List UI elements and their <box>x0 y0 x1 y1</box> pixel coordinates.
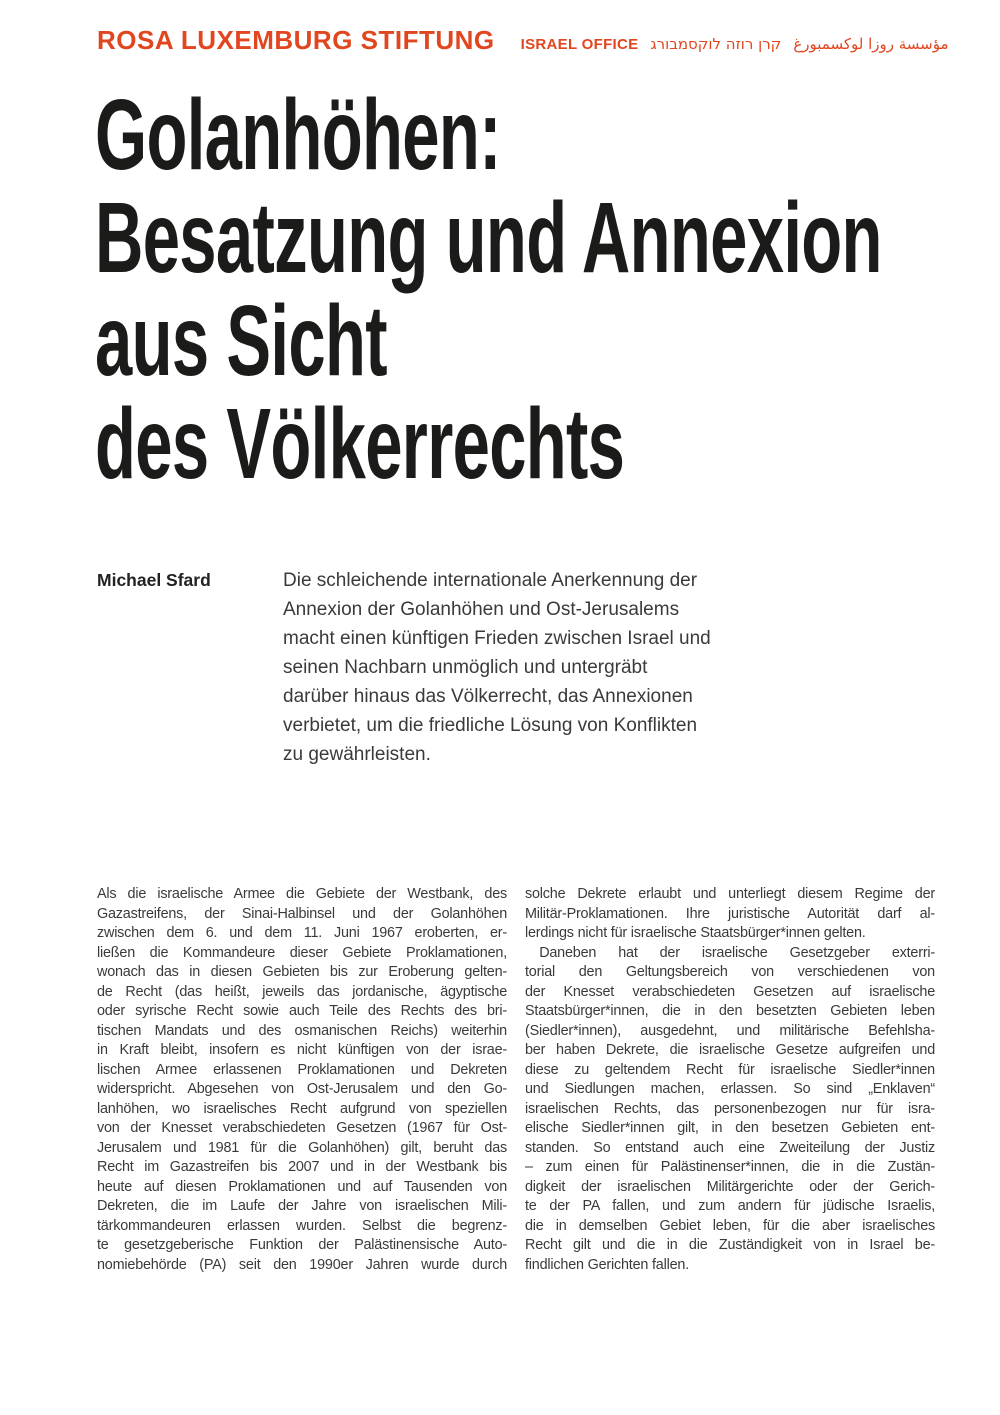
text-line: nomiebehörde (PA) seit den 1990er Jahren wurde durch <box>97 1256 507 1273</box>
text-line: darüber hinaus das Völkerrecht, das Annexionen <box>283 686 693 707</box>
office-line <box>521 35 949 53</box>
text-line: Besatzung und Annexion <box>95 182 882 294</box>
text-line: verbietet, um die friedliche Lösung von Konflikten <box>283 715 698 736</box>
text-line: diese zu geltendem Recht für israelische Siedler*innen <box>525 1061 935 1078</box>
text-line: standen. So entstand auch eine Zweiteilung der Justiz <box>525 1139 935 1156</box>
text-line: solche Dekrete erlaubt und unterliegt diesem Regime der <box>525 886 935 902</box>
text-line: – zum einen für Palästinenser*innen, die in die Zustän- <box>525 1159 935 1175</box>
text-line: ließen die Kommandeure dieser Gebiete Proklamationen, <box>97 944 507 961</box>
text-line: findlichen Gerichten fallen. <box>525 1256 689 1273</box>
text-line: Die schleichende internationale Anerkennung der <box>283 570 698 591</box>
text-line: die in demselben Gebiet leben, für die aber israelisches <box>525 1217 935 1234</box>
article-body <box>97 885 935 1275</box>
text-line: aus Sicht <box>95 285 387 397</box>
text-line: digkeit der israelischen Militärgerichte oder der Gerich- <box>525 1178 935 1195</box>
text-line: Dekreten, die im Laufe der Jahre von israelischen Mili- <box>97 1198 507 1214</box>
text-line: Golanhöhen: <box>95 79 501 191</box>
text-line: Daneben hat der israelische Gesetzgeber exterri- <box>525 944 935 961</box>
text-line: Recht im Gazastreifen bis 2007 und in der Westbank bis <box>97 1159 507 1175</box>
text-line: Recht gilt und die in die Zuständigkeit von in Israel be- <box>525 1237 935 1253</box>
text-line: der Knesset verabschiedeten Gesetzen auf israelische <box>525 983 935 1000</box>
text-line: de Recht (das heißt, jeweils das jordanische, ägyptische <box>97 983 507 1000</box>
body-column-right <box>525 885 935 1275</box>
text-line: Gazastreifens, der Sinai-Halbinsel und der Golanhöhen <box>97 905 507 922</box>
text-line: lerdings nicht für israelische Staatsbürger*innen gelten. <box>525 925 866 941</box>
text-line: lanhöhen, wo israelisches Recht aufgrund von speziellen <box>97 1100 507 1117</box>
text-line: israelischen Rechts, das personenbezogen nur für isra- <box>525 1100 935 1117</box>
text-line: zwischen dem 6. und dem 11. Juni 1967 eroberten, er- <box>97 925 507 941</box>
author-name: Michael Sfard <box>97 570 211 590</box>
body-column-left <box>97 885 507 1275</box>
text-line: elische Siedler*innen gilt, in den besetzen Gebieten ent- <box>525 1120 935 1136</box>
text-line: des Völkerrechts <box>95 388 625 500</box>
text-line: ber haben Dekrete, die israelische Gesetze aufgreifen und <box>525 1042 935 1058</box>
standfirst-paragraph <box>283 566 711 769</box>
office-label-hebrew: קרן רוזה לוקסמבורג <box>650 35 782 53</box>
text-line: macht einen künftigen Frieden zwischen Israel und <box>283 628 711 649</box>
text-line: tärkommandeuren erlassen wurden. Selbst die begrenz- <box>97 1217 507 1234</box>
body-paragraph <box>97 885 507 1275</box>
body-paragraph <box>525 944 935 1276</box>
text-line: (Siedler*innen), ausgedehnt, und militärische Befehlsha- <box>525 1022 935 1039</box>
text-line: tischen Mandats und des osmanischen Reichs) weiterhin <box>97 1022 507 1039</box>
text-line: seinen Nachbarn unmöglich und untergräbt <box>283 657 648 678</box>
text-line: torial den Geltungsbereich von verschiedenen von <box>525 964 935 980</box>
text-line: zu gewährleisten. <box>283 744 431 765</box>
text-line: von der Knesset verabschiedeten Gesetzen (1967 für Ost- <box>97 1120 507 1136</box>
text-line: Jerusalem und 1981 für die Golanhöhen) gilt, beruht das <box>97 1139 507 1156</box>
masthead <box>97 25 949 56</box>
publisher-logo-text: ROSA LUXEMBURG STIFTUNG <box>97 25 495 55</box>
office-label-arabic: مؤسسة روزا لوكسمبورغ <box>793 35 949 53</box>
text-line: te gesetzgeberische Funktion der Palästinensische Auto- <box>97 1237 507 1253</box>
text-line: oder syrische Recht sowie auch Teile des Rechts des bri- <box>97 1003 507 1019</box>
text-line: Annexion der Golanhöhen und Ost-Jerusalems <box>283 599 680 620</box>
text-line: te der PA fallen, und zum andern für jüdische Israelis, <box>525 1198 935 1214</box>
text-line: in Kraft bleibt, insofern es nicht künftigen von der israe- <box>97 1042 507 1058</box>
body-paragraph <box>525 885 935 944</box>
text-line: Staatsbürger*innen, die in den besetzten Gebieten leben <box>525 1003 935 1019</box>
text-line: und Siedlungen machen, erlassen. So sind „Enklaven“ <box>525 1081 935 1097</box>
text-line: wonach das in diesen Gebieten bis zur Eroberung gelten- <box>97 964 507 980</box>
text-line: widerspricht. Abgesehen von Ost-Jerusalem und den Go- <box>97 1081 507 1097</box>
text-line: lischen Armee erlassenen Proklamationen und Dekreten <box>97 1061 507 1078</box>
office-label-english: ISRAEL OFFICE <box>520 36 639 53</box>
text-line: Als die israelische Armee die Gebiete der Westbank, des <box>97 886 507 902</box>
text-line: Militär-Proklamationen. Ihre juristische Autorität darf al- <box>525 905 935 922</box>
page-title <box>95 79 882 500</box>
text-line: heute auf diesen Proklamationen und auf Tausenden von <box>97 1178 507 1195</box>
